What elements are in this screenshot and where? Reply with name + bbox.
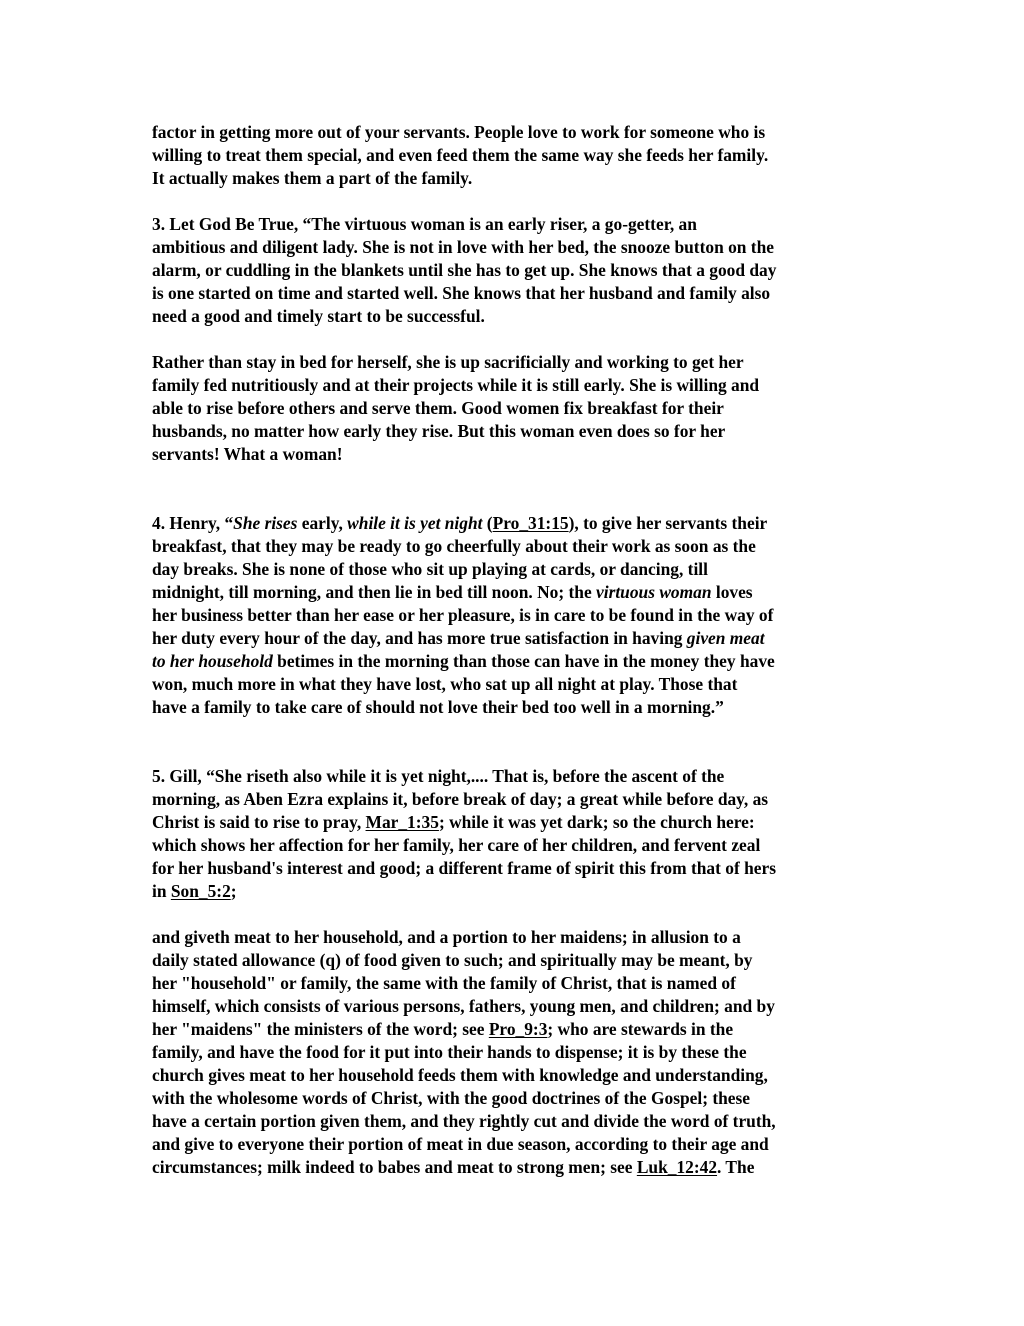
text-line bbox=[152, 121, 882, 144]
text-run: circumstances; milk indeed to babes and meat to strong men; see bbox=[152, 1157, 637, 1177]
scripture-reference-link[interactable]: Luk_12:42 bbox=[636, 1157, 718, 1177]
text-run: need a good and timely start to be successful. bbox=[152, 306, 485, 326]
text-line bbox=[152, 167, 882, 190]
text-run: alarm, or cuddling in the blankets until she has to get up. She knows that a good day bbox=[152, 260, 777, 280]
text-run: servants! What a woman! bbox=[152, 444, 343, 464]
text-line bbox=[152, 1064, 882, 1087]
text-line bbox=[152, 443, 882, 466]
text-line bbox=[152, 213, 882, 236]
italic-text: She rises bbox=[233, 513, 298, 533]
text-run: in bbox=[152, 881, 171, 901]
text-run: Rather than stay in bed for herself, she is up sacrificially and working to get her bbox=[152, 352, 744, 372]
text-run: and giveth meat to her household, and a portion to her maidens; in allusion to a bbox=[152, 927, 741, 947]
text-line bbox=[152, 604, 882, 627]
paragraph-rather-than-stay bbox=[152, 351, 882, 466]
text-line bbox=[152, 880, 882, 903]
text-run: willing to treat them special, and even feed them the same way she feeds her family. bbox=[152, 145, 769, 165]
text-line bbox=[152, 788, 882, 811]
text-line bbox=[152, 374, 882, 397]
text-run: morning, as Aben Ezra explains it, before break of day; a great while before day, as bbox=[152, 789, 769, 809]
text-run: ), to give her servants their bbox=[568, 513, 768, 533]
text-run: her business better than her ease or her pleasure, is in care to be found in the way of bbox=[152, 605, 774, 625]
italic-text: virtuous woman bbox=[596, 582, 712, 602]
paragraph-giveth-meat bbox=[152, 926, 882, 1179]
text-line bbox=[152, 1041, 882, 1064]
text-run: 5. Gill, “She riseth also while it is yet night,.... That is, before the ascent of the bbox=[152, 766, 725, 786]
text-run: loves bbox=[711, 582, 753, 602]
text-line bbox=[152, 581, 882, 604]
text-run: have a family to take care of should not love their bed too well in a morning.” bbox=[152, 697, 724, 717]
paragraph-gap bbox=[152, 466, 882, 512]
text-run: able to rise before others and serve them. Good women fix breakfast for their bbox=[152, 398, 724, 418]
text-run: ; who are stewards in the bbox=[547, 1019, 734, 1039]
text-run: early, bbox=[297, 513, 348, 533]
paragraph-gap bbox=[152, 190, 882, 213]
text-run: 4. Henry, “ bbox=[152, 513, 234, 533]
scripture-reference-link[interactable]: Pro_31:15 bbox=[492, 513, 569, 533]
text-line bbox=[152, 857, 882, 880]
text-line bbox=[152, 650, 882, 673]
text-line bbox=[152, 420, 882, 443]
text-run: her "maidens" the ministers of the word; see bbox=[152, 1019, 489, 1039]
text-run: have a certain portion given them, and they rightly cut and divide the word of truth, bbox=[152, 1111, 776, 1131]
text-line bbox=[152, 1156, 882, 1179]
text-line bbox=[152, 696, 882, 719]
text-run: betimes in the morning than those can have in the money they have bbox=[272, 651, 775, 671]
scripture-reference-link[interactable]: Mar_1:35 bbox=[365, 812, 439, 832]
text-run: day breaks. She is none of those who sit up playing at cards, or dancing, till bbox=[152, 559, 708, 579]
text-run: family, and have the food for it put into their hands to dispense; it is by these the bbox=[152, 1042, 747, 1062]
text-line bbox=[152, 949, 882, 972]
text-run: which shows her affection for her family, her care of her children, and fervent zeal bbox=[152, 835, 761, 855]
text-run: husbands, no matter how early they rise. But this woman even does so for her bbox=[152, 421, 726, 441]
text-line bbox=[152, 351, 882, 374]
text-run: ambitious and diligent lady. She is not in love with her bed, the snooze button on the bbox=[152, 237, 774, 257]
paragraph-gap bbox=[152, 903, 882, 926]
text-line bbox=[152, 972, 882, 995]
paragraph-gap bbox=[152, 719, 882, 765]
text-run: It actually makes them a part of the family. bbox=[152, 168, 473, 188]
text-run: breakfast, that they may be ready to go cheerfully about their work as soon as the bbox=[152, 536, 756, 556]
text-run: ; bbox=[230, 881, 237, 901]
text-line bbox=[152, 765, 882, 788]
text-line bbox=[152, 282, 882, 305]
italic-text: given meat bbox=[686, 628, 765, 648]
document-page bbox=[152, 121, 882, 1179]
text-line bbox=[152, 259, 882, 282]
text-line bbox=[152, 1018, 882, 1041]
italic-text: while it is yet night bbox=[347, 513, 483, 533]
text-line bbox=[152, 397, 882, 420]
paragraph-gap bbox=[152, 328, 882, 351]
paragraph-let-god-be-true bbox=[152, 213, 882, 328]
text-run: and give to everyone their portion of meat in due season, according to their age and bbox=[152, 1134, 769, 1154]
text-run: her "household" or family, the same with the family of Christ, that is named of bbox=[152, 973, 736, 993]
scripture-reference-link[interactable]: Pro_9:3 bbox=[488, 1019, 548, 1039]
text-line bbox=[152, 512, 882, 535]
text-line bbox=[152, 811, 882, 834]
text-run: daily stated allowance (q) of food given to such; and spiritually may be meant, by bbox=[152, 950, 753, 970]
text-run: family fed nutritiously and at their projects while it is still early. She is willing and bbox=[152, 375, 760, 395]
text-line bbox=[152, 535, 882, 558]
text-run: is one started on time and started well. She knows that her husband and family also bbox=[152, 283, 771, 303]
text-run: Christ is said to rise to pray, bbox=[152, 812, 366, 832]
text-run: her duty every hour of the day, and has more true satisfaction in having bbox=[152, 628, 687, 648]
text-line bbox=[152, 1110, 882, 1133]
text-line bbox=[152, 926, 882, 949]
text-line bbox=[152, 558, 882, 581]
text-run: ; while it was yet dark; so the church here: bbox=[438, 812, 755, 832]
text-line bbox=[152, 995, 882, 1018]
text-line bbox=[152, 236, 882, 259]
text-run: with the wholesome words of Christ, with the good doctrines of the Gospel; these bbox=[152, 1088, 751, 1108]
paragraph-henry bbox=[152, 512, 882, 719]
text-run: factor in getting more out of your servants. People love to work for someone who is bbox=[152, 122, 766, 142]
text-line bbox=[152, 673, 882, 696]
paragraph-gill bbox=[152, 765, 882, 903]
text-line bbox=[152, 144, 882, 167]
italic-text: to her household bbox=[152, 651, 273, 671]
text-run: midnight, till morning, and then lie in bed till noon. No; the bbox=[152, 582, 597, 602]
text-line bbox=[152, 1087, 882, 1110]
text-run: church gives meat to her household feeds them with knowledge and understanding, bbox=[152, 1065, 768, 1085]
paragraph-servants-family bbox=[152, 121, 882, 190]
text-run: ( bbox=[482, 513, 493, 533]
text-run: 3. Let God Be True, “The virtuous woman is an early riser, a go-getter, an bbox=[152, 214, 697, 234]
text-run: himself, which consists of various persons, fathers, young men, and children; and by bbox=[152, 996, 775, 1016]
text-line bbox=[152, 834, 882, 857]
text-run: for her husband's interest and good; a different frame of spirit this from that of hers bbox=[152, 858, 776, 878]
text-line bbox=[152, 627, 882, 650]
text-line bbox=[152, 1133, 882, 1156]
text-line bbox=[152, 305, 882, 328]
text-run: won, much more in what they have lost, who sat up all night at play. Those that bbox=[152, 674, 738, 694]
text-run: . The bbox=[717, 1157, 755, 1177]
scripture-reference-link[interactable]: Son_5:2 bbox=[170, 881, 231, 901]
